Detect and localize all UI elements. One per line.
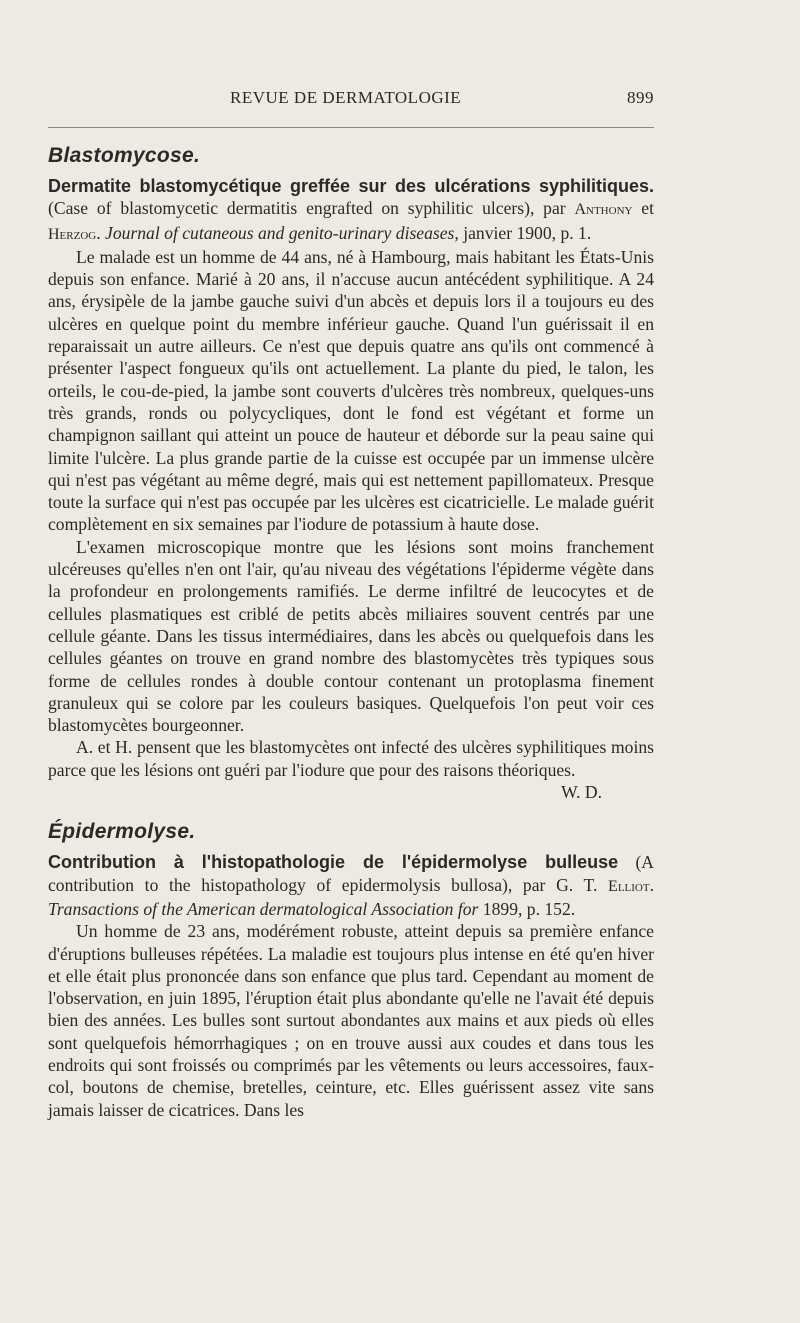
author-name: Anthony (574, 201, 633, 219)
citation-separator: . (96, 222, 106, 243)
body-paragraph: Un homme de 23 ans, modérément robuste, atteint depuis sa première enfance d'éruptions bulleuses répétées. La maladie est toujours plus intense en été qu'en hiver et elle était plus prononcée dans son enfance que plus tard. Cependant au moment de l'observation, en juin 1895, l'éruption était plus abondante qu'elle ne l'avait été depuis bien des années. Les bulles sont surtout abondantes aux mains et aux pieds où elles sont quelquefois hémorrhagiques ; on en trouve aussi aux coudes et dans tous les endroits qui sont froissés ou comprimés par les vêtements ou leurs accessoires, faux-col, boutons de chemise, bretelles, ceinture, etc. Elles guérissent assez vite sans jamais laisser de cicatrices. Dans les (48, 921, 654, 1120)
page-number: 899 (627, 88, 654, 107)
section-heading-blastomycose: Blastomycose. (48, 144, 201, 167)
article-citation (48, 851, 654, 920)
body-paragraph: A. et H. pensent que les blastomycètes ont infecté des ulcères syphilitiques moins parce que les lésions ont guéri par l'iodure que pour des raisons théoriques. (48, 737, 654, 780)
signature: W. D. (561, 782, 602, 803)
author-separator: et (632, 198, 654, 219)
article-title: Dermatite blastomycétique greffée sur des ulcérations syphilitiques. (48, 176, 654, 196)
journal-title: Journal of cutaneous and genito-urinary diseases, (105, 222, 459, 243)
citation-separator: . (649, 874, 654, 895)
running-title: REVUE DE DERMATOLOGIE (230, 88, 462, 107)
article-citation (48, 175, 654, 246)
author-name: Elliot (608, 877, 650, 895)
section-heading-epidermolyse: Épidermolyse. (48, 820, 196, 844)
citation-details: 1899, p. 152. (478, 898, 576, 919)
journal-title: Transactions of the American dermatological Association for (48, 898, 479, 919)
article-translation: (Case of blastomycetic dermatitis engrafted on syphilitic ulcers), par (48, 198, 575, 219)
article-translation: (A contribution to the histopathology of epidermolysis bullosa), par G. T. (48, 852, 655, 895)
body-paragraph: L'examen microscopique montre que les lésions sont moins franchement ulcéreuses qu'elles n'en ont l'air, qu'au niveau des végétations l'épiderme végète dans la profondeur en prolongements ramifiés. Le derme infiltré de leucocytes et de cellules plasmatiques est criblé de petits abcès miliaires souvent centrés par une cellule géante. Dans les tissus intermédiaires, dans les abcès ou quelquefois dans les cellules géantes on trouve en grand nombre des blastomycètes très typiques sous forme de cellules rondes à double contour contenant un protoplasma finement granuleux qui se colore par les couleurs basiques. Quelquefois l'on peut voir ces blastomycètes bourgeonner. (48, 536, 654, 736)
header-rule (48, 127, 654, 128)
body-paragraph: Le malade est un homme de 44 ans, né à Hambourg, mais habitant les États-Unis depuis son enfance. Marié à 20 ans, il n'accuse aucun antécédent syphilitique. A 24 ans, érysipèle de la jambe gauche suivi d'un abcès et depuis lors il a toujours eu des ulcères en quelque point du membre inférieur gauche. Quand l'un guérissait il en reparaissait un autre ailleurs. Ce n'est que depuis quatre ans qu'ils ont commencé à présenter l'aspect fongueux qu'ils ont actuellement. La plante du pied, le talon, les orteils, le cou-de-pied, la jambe sont couverts d'ulcères très nombreux, quelques-uns très grands, ronds ou polycycliques, dont le fond est végétant et forme un champignon saillant qui atteint un pouce de hauteur et déborde sur la peau saine qui limite l'ulcère. La plus grande partie de la cuisse est occupée par un immense ulcère qui n'est pas végétant au même degré, mais qui est nettement papillomateux. Presque toute la surface qui n'est pas occupée par les ulcères est cicatricielle. Le malade guérit complètement en six semaines par l'iodure de potassium à haute dose. (48, 246, 654, 535)
citation-details: janvier 1900, p. 1. (458, 222, 592, 243)
article-title: Contribution à l'histopathologie de l'épidermolyse bulleuse (48, 852, 619, 873)
page-content (48, 141, 654, 1121)
author-name: Herzog (48, 225, 97, 243)
